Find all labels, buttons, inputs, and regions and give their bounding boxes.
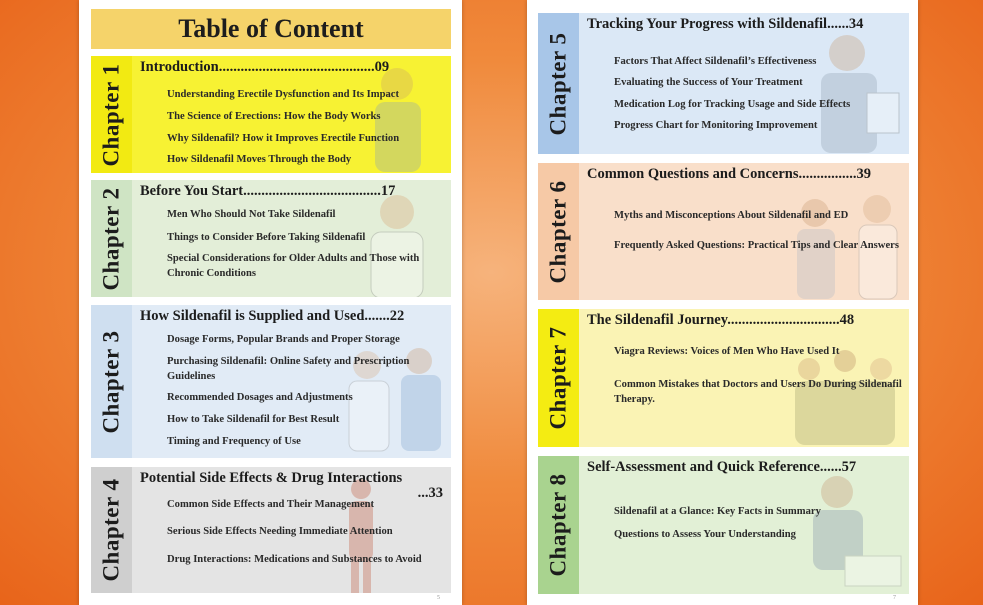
right-page — [527, 0, 918, 605]
chapter-heading: The Sildenafil Journey...............................48 — [587, 312, 855, 328]
chapter-5-block — [538, 13, 909, 154]
list-item: Sildenafil at a Glance: Key Facts in Summary — [614, 506, 821, 517]
chapter-heading: Introduction...........................................09 — [140, 59, 390, 75]
chapter-3-block — [91, 305, 451, 458]
list-item: Common Mistakes that Doctors and Users Do During Sildenafil Therapy. — [614, 379, 902, 405]
page-number: 5 — [437, 595, 440, 601]
chapter-tab: Chapter 7 — [538, 309, 579, 447]
chapter-heading: Tracking Your Progress with Sildenafil......34 — [587, 16, 864, 32]
chapter-panel — [132, 180, 451, 297]
list-item: How Sildenafil Moves Through the Body — [167, 154, 352, 165]
list-item: Progress Chart for Monitoring Improvement — [614, 120, 818, 131]
chapter-tab: Chapter 2 — [91, 180, 132, 297]
chapter-panel — [579, 309, 909, 447]
list-item: The Science of Erections: How the Body Works — [167, 111, 381, 122]
chapter-tab: Chapter 3 — [91, 305, 132, 458]
chapter-tab: Chapter 8 — [538, 456, 579, 594]
list-item: Factors That Affect Sildenafil’s Effectiveness — [614, 56, 817, 67]
list-item: Evaluating the Success of Your Treatment — [614, 77, 803, 88]
left-page — [79, 0, 462, 605]
chapter-panel — [132, 56, 451, 173]
list-item: Medication Log for Tracking Usage and Side Effects — [614, 99, 851, 110]
list-item: Men Who Should Not Take Sildenafil — [167, 209, 336, 220]
list-item: Frequently Asked Questions: Practical Tips and Clear Answers — [614, 240, 899, 251]
consultation-illustration — [785, 163, 905, 300]
list-item: Things to Consider Before Taking Sildenafil — [167, 232, 366, 243]
list-item: Why Sildenafil? How it Improves Erectile Function — [167, 133, 400, 144]
chapter-panel — [579, 456, 909, 594]
list-item: Purchasing Sildenafil: Online Safety and Prescription Guidelines — [167, 356, 410, 382]
chapter-2-block — [91, 180, 451, 297]
chapter-page-number: ...33 — [417, 485, 443, 501]
list-item: Recommended Dosages and Adjustments — [167, 392, 353, 403]
toc-title: Table of Content — [91, 9, 451, 49]
chapter-6-block — [538, 163, 909, 300]
chapter-heading: Common Questions and Concerns................39 — [587, 166, 871, 182]
chapter-heading: Potential Side Effects & Drug Interactions — [140, 470, 403, 486]
chapter-panel — [132, 467, 451, 593]
chapter-panel — [579, 13, 909, 154]
list-item: How to Take Sildenafil for Best Result — [167, 414, 340, 425]
list-item: Dosage Forms, Popular Brands and Proper Storage — [167, 334, 400, 345]
list-item: Serious Side Effects Needing Immediate Attention — [167, 526, 393, 537]
chapter-tab: Chapter 5 — [538, 13, 579, 154]
chapter-tab: Chapter 6 — [538, 163, 579, 300]
chapter-tab: Chapter 4 — [91, 467, 132, 593]
list-item: Understanding Erectile Dysfunction and Its Impact — [167, 89, 400, 100]
page-number: 7 — [893, 595, 896, 601]
chapter-4-block — [91, 467, 451, 593]
chapter-heading: Before You Start......................................17 — [140, 183, 396, 199]
list-item: Viagra Reviews: Voices of Men Who Have Used It — [614, 346, 840, 357]
list-item: Myths and Misconceptions About Sildenafil and ED — [614, 210, 849, 221]
chapter-8-block — [538, 456, 909, 594]
list-item: Timing and Frequency of Use — [167, 436, 301, 447]
chapter-panel — [132, 305, 451, 458]
chapter-panel — [579, 163, 909, 300]
list-item: Drug Interactions: Medications and Substances to Avoid — [167, 554, 422, 565]
list-item: Common Side Effects and Their Management — [167, 499, 375, 510]
chapter-tab: Chapter 1 — [91, 56, 132, 173]
reading-man-illustration — [785, 456, 905, 594]
chapter-heading: How Sildenafil is Supplied and Used.......22 — [140, 308, 405, 324]
chapter-1-block — [91, 56, 451, 173]
chapter-heading: Self-Assessment and Quick Reference......57 — [587, 459, 857, 475]
chapter-7-block — [538, 309, 909, 447]
list-item: Special Considerations for Older Adults and Those with Chronic Conditions — [167, 253, 420, 279]
list-item: Questions to Assess Your Understanding — [614, 529, 796, 540]
